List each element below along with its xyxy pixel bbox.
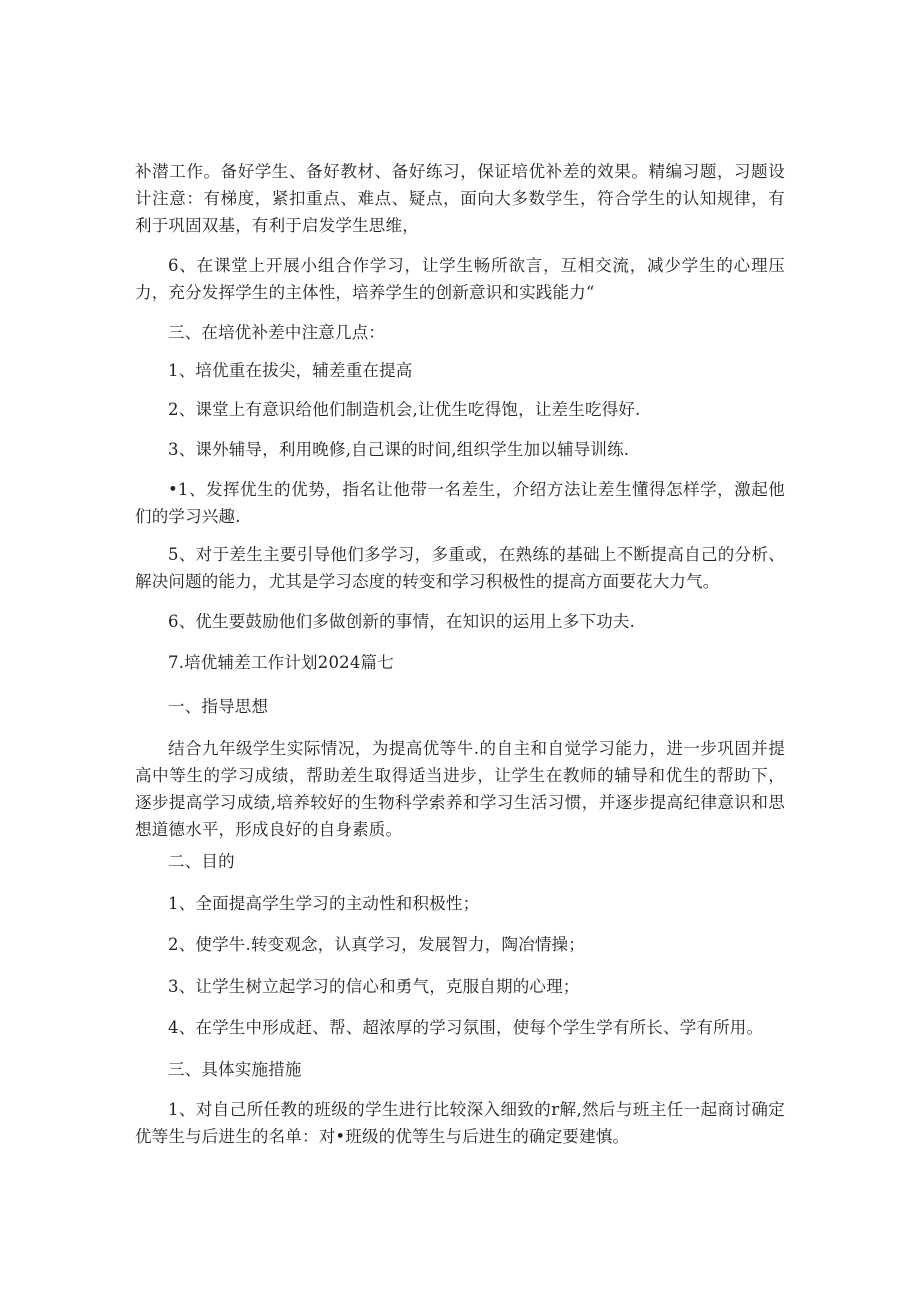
paragraph-purpose-4: 4、在学生中形成赶、帮、超浓厚的学习氛围，使每个学生学有所长、学有所用。 xyxy=(168,1018,764,1037)
section-heading-guiding-idea: 一、指导思想 xyxy=(168,697,269,716)
paragraph-measure-1: 1、对自己所任教的班级的学生进行比较深入细致的r解,然后与班主任一起商讨确定优等生与后进生的名单：对•班级的优等生与后进生的确定要建慎。 xyxy=(135,1100,785,1146)
section-heading-purpose: 二、目的 xyxy=(168,852,235,871)
paragraph-item-4: •1、发挥优生的优势，指名让他带一名差生，介绍方法让差生懂得怎样学，激起他们的学习兴趣. xyxy=(135,480,785,526)
section-heading-three: 三、在培优补差中注意几点： xyxy=(168,323,386,342)
paragraph-guiding-idea: 结合九年级学生实际情况，为提高优等牛.的自主和自觉学习能力，进一步巩固并提高中等生的学习成绩，帮助差生取得适当进步，让学生在教师的辅导和优生的帮助下，逐步提高学习成绩,培养较好的生物科学索养和学习生活习惯，并逐步提高纪律意识和思想道德水平，形成良好的自身素质。 xyxy=(135,739,785,839)
paragraph-item-6: 6、优生要鼓励他们多做创新的事情，在知识的运用上多下功夫. xyxy=(168,612,636,631)
paragraph-continuation: 补潜工作。备好学生、备好教材、备好练习，保证培优补差的效果。精编习题，习题设计注意：有梯度，紧扣重点、难点、疑点，面向大多数学生，符合学生的认知规律，有利于巩固双基，有利于启发学生思维， xyxy=(135,162,785,235)
paragraph-item-5: 5、对于差生主要引导他们多学习，多重或，在熟练的基础上不断提高自己的分析、解决问题的能力，尤其是学习态度的转变和学习积极性的提高方面要花大力气。 xyxy=(135,545,785,591)
paragraph-item-6-group-work: 6、在课堂上开展小组合作学习，让学生畅所欲言，互相交流，减少学生的心理压力，充分发挥学生的主体性，培养学生的创新意识和实践能力“ xyxy=(135,256,785,302)
section-heading-measures: 三、具体实施措施 xyxy=(168,1060,302,1079)
section-title-plan-seven: 7.培优辅差工作计划2024篇七 xyxy=(168,653,394,672)
paragraph-purpose-3: 3、让学生树立起学习的信心和勇气，克服自期的心理； xyxy=(168,977,580,996)
paragraph-purpose-2: 2、使学牛.转变观念，认真学习，发展智力，陶冶情操； xyxy=(168,935,585,954)
paragraph-purpose-1: 1、全面提高学生学习的主动性和积极性； xyxy=(168,894,480,913)
paragraph-item-3: 3、课外辅导，利用晚修,自己课的时间,组织学生加以辅导训练. xyxy=(168,440,630,459)
paragraph-item-1: 1、培优重在拔尖，辅差重在提高 xyxy=(168,361,413,380)
paragraph-item-2: 2、课堂上有意识给他们制造机会,让优生吃得饱，让差生吃得好. xyxy=(168,400,641,419)
